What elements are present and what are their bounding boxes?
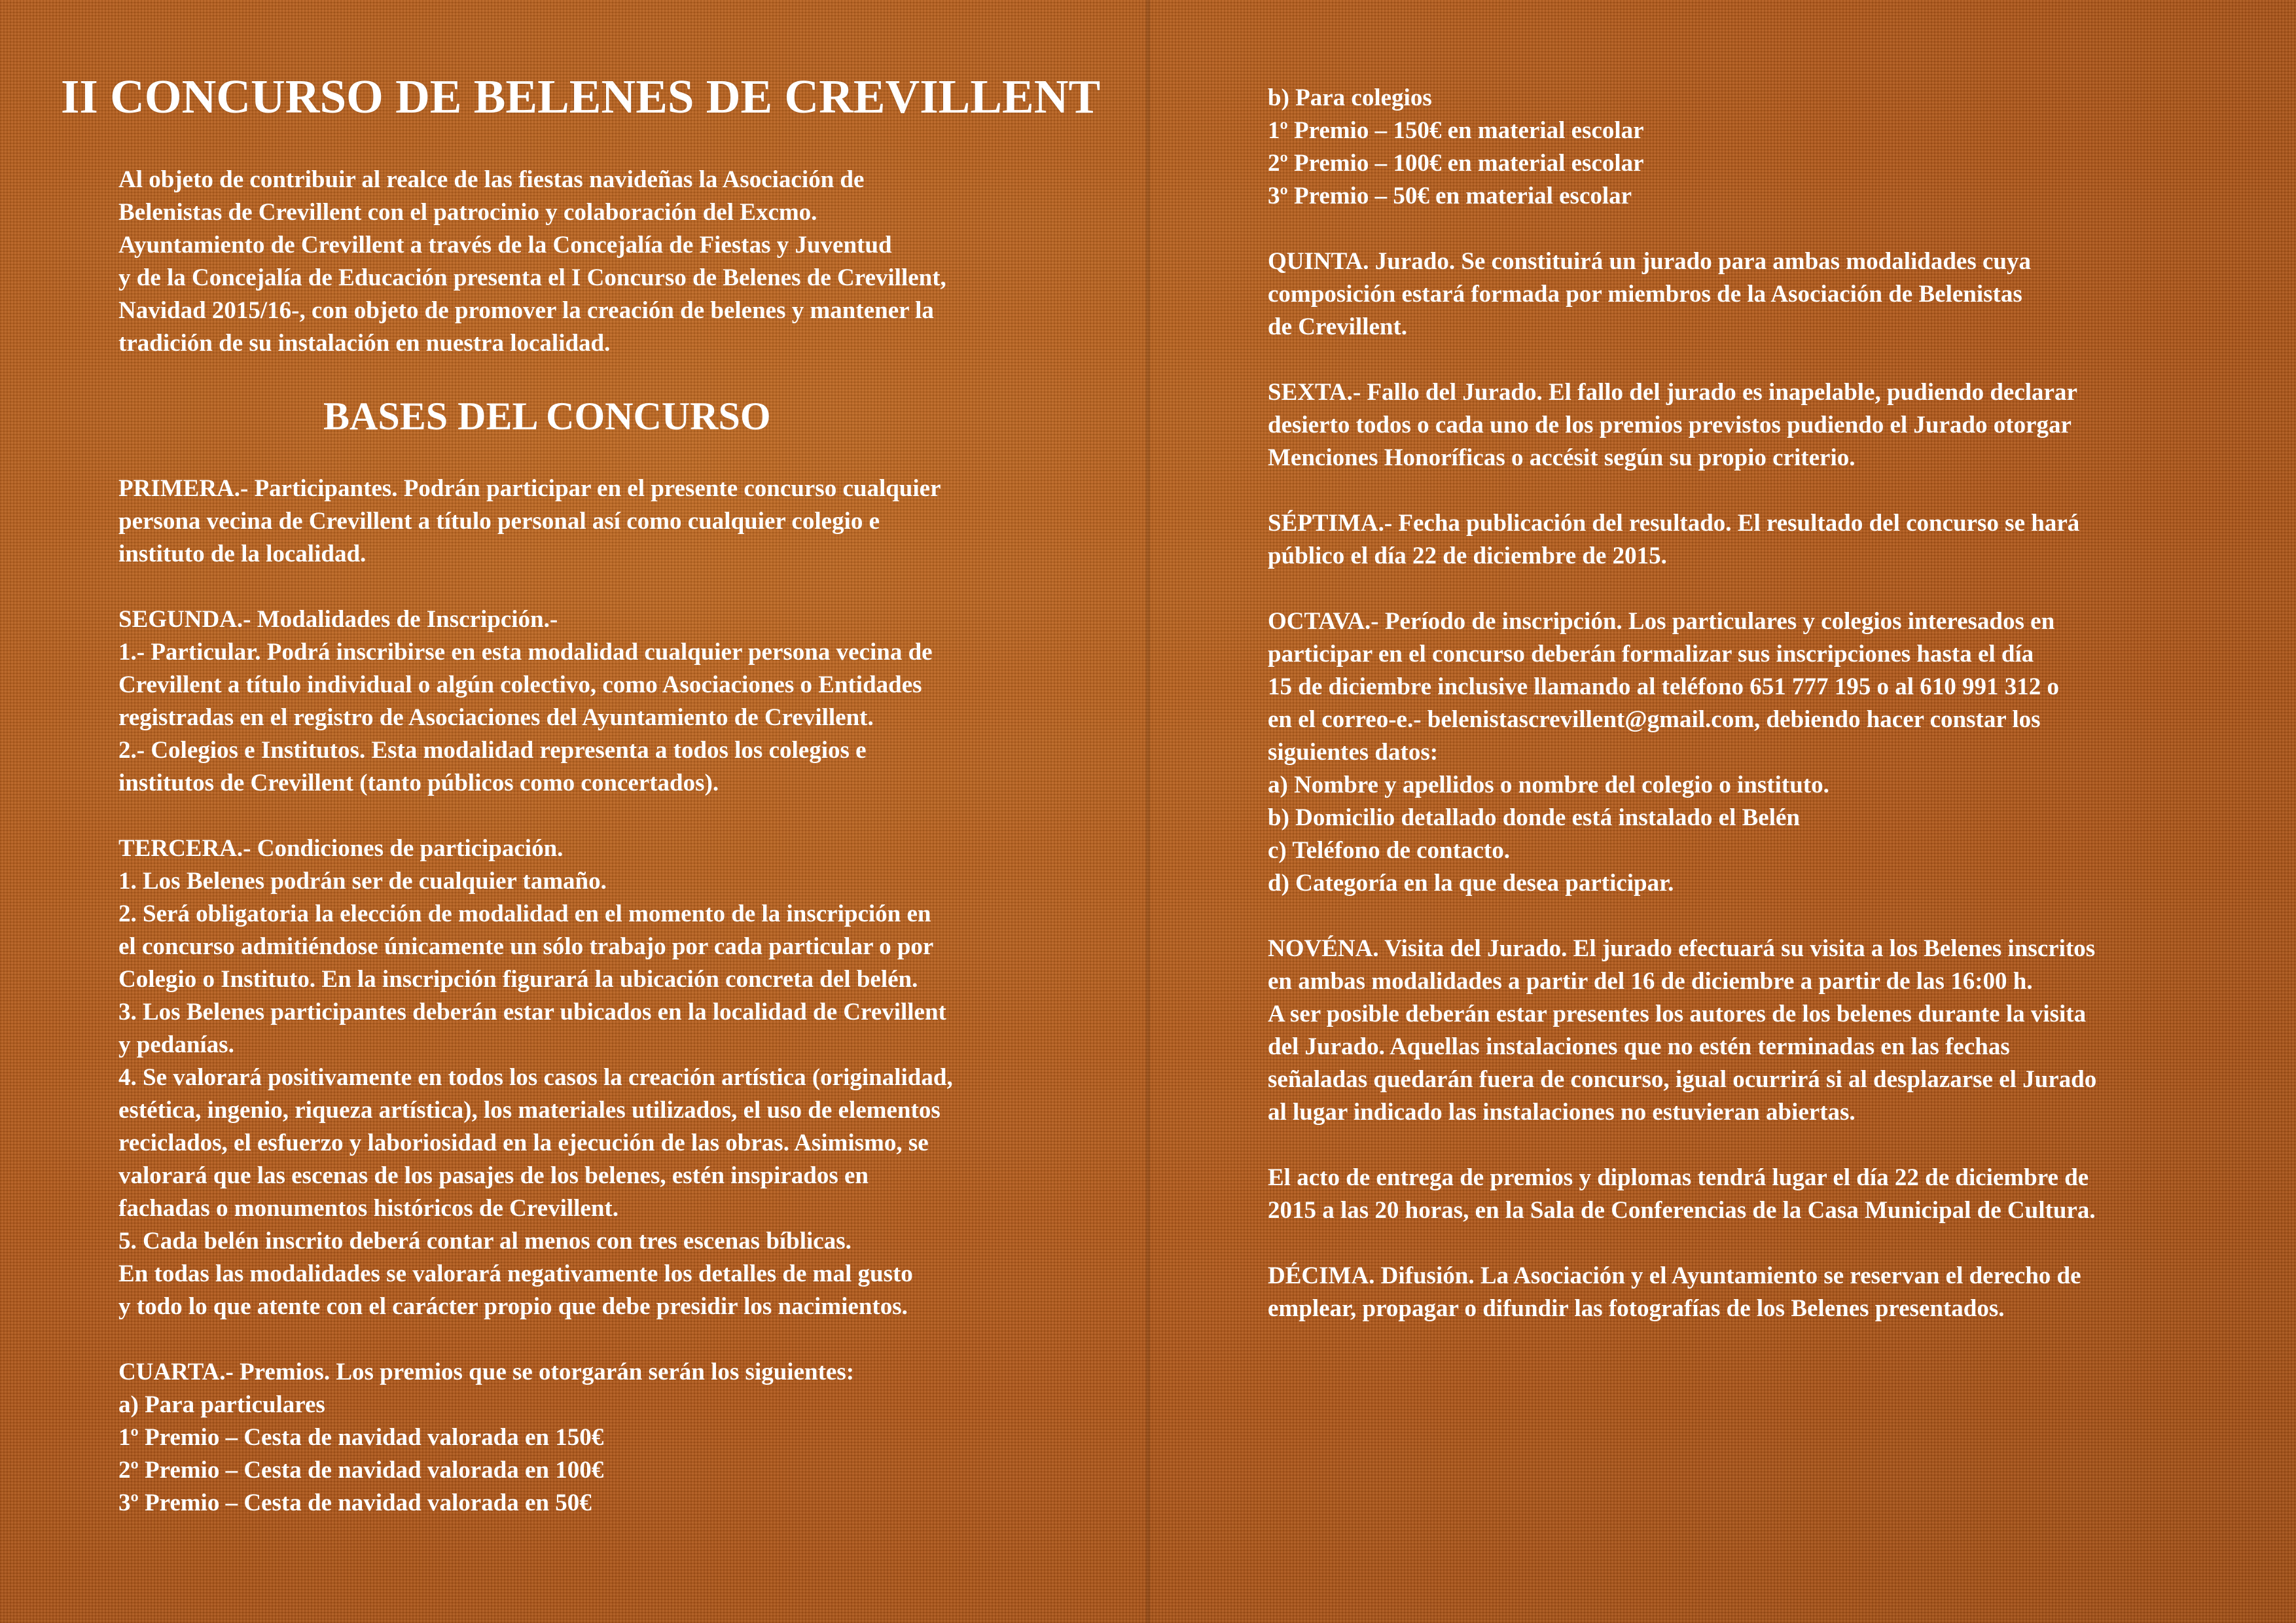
section-segunda	[118, 603, 1100, 800]
section-line: 1º Premio – Cesta de navidad valorada en 150€	[118, 1424, 604, 1451]
section-line: Crevillent a título individual o algún colectivo, como Asociaciones o Entidades	[118, 671, 922, 698]
section-line: d) Categoría en la que desea participar.	[1268, 870, 1674, 897]
intro-line: Al objeto de contribuir al realce de las fiestas navideñas la Asociación de	[118, 166, 865, 193]
section-septima	[1268, 507, 2263, 573]
section-line: fachadas o monumentos históricos de Crevillent.	[118, 1195, 619, 1222]
section-line: Colegio o Instituto. En la inscripción figurará la ubicación concreta del belén.	[118, 966, 918, 993]
section-line: registradas en el registro de Asociaciones del Ayuntamiento de Crevillent.	[118, 704, 874, 731]
section-line: a) Nombre y apellidos o nombre del colegio o instituto.	[1268, 772, 1829, 798]
section-line: de Crevillent.	[1268, 313, 1408, 340]
section-cuarta	[118, 1356, 1100, 1520]
section-line: persona vecina de Crevillent a título personal así como cualquier colegio e	[118, 508, 880, 535]
section-line: institutos de Crevillent (tanto públicos como concertados).	[118, 770, 719, 796]
section-colegios	[1268, 82, 2263, 213]
section-line: el concurso admitiéndose únicamente un sólo trabajo por cada particular o por	[118, 933, 934, 960]
section-line: A ser posible deberán estar presentes los autores de los belenes durante la visita	[1268, 1001, 2087, 1027]
section-line: estética, ingenio, riqueza artística), los materiales utilizados, el uso de elementos	[118, 1097, 941, 1124]
section-entrega	[1268, 1162, 2263, 1227]
intro-line: Ayuntamiento de Crevillent a través de la Concejalía de Fiestas y Juventud	[118, 232, 892, 259]
section-line: 1º Premio – 150€ en material escolar	[1268, 117, 1644, 144]
section-line: y todo lo que atente con el carácter propio que debe presidir los nacimientos.	[118, 1293, 908, 1320]
section-tercera	[118, 832, 1100, 1323]
section-line: en el correo-e.- belenistascrevillent@gmail.com, debiendo hacer constar los	[1268, 706, 2041, 733]
section-line: 2. Será obligatoria la elección de modalidad en el momento de la inscripción en	[118, 901, 931, 927]
section-line: emplear, propagar o difundir las fotografías de los Belenes presentados.	[1268, 1295, 2005, 1322]
section-line: b) Domicilio detallado donde está instalado el Belén	[1268, 804, 1801, 831]
section-line: DÉCIMA. Difusión. La Asociación y el Ayuntamiento se reservan el derecho de	[1268, 1262, 2081, 1289]
section-line: QUINTA. Jurado. Se constituirá un jurado para ambas modalidades cuya	[1268, 248, 2031, 275]
section-line: NOVÉNA. Visita del Jurado. El jurado efectuará su visita a los Belenes inscritos	[1268, 935, 2096, 962]
section-line: TERCERA.- Condiciones de participación.	[118, 835, 564, 862]
intro-line: Navidad 2015/16-, con objeto de promover la creación de belenes y mantener la	[118, 297, 934, 324]
document-title: II CONCURSO DE BELENES DE CREVILLENT	[61, 70, 1101, 123]
section-line: c) Teléfono de contacto.	[1268, 837, 1510, 864]
section-line: 1. Los Belenes podrán ser de cualquier tamaño.	[118, 868, 607, 895]
section-line: 2.- Colegios e Institutos. Esta modalidad representa a todos los colegios e	[118, 737, 867, 764]
section-line: a) Para particulares	[118, 1391, 325, 1418]
section-line: 5. Cada belén inscrito deberá contar al menos con tres escenas bíblicas.	[118, 1228, 852, 1255]
bases-heading: BASES DEL CONCURSO	[323, 395, 771, 438]
section-sexta	[1268, 376, 2263, 474]
section-primera	[118, 473, 1100, 571]
section-octava	[1268, 605, 2263, 900]
intro-line: y de la Concejalía de Educación presenta el I Concurso de Belenes de Crevillent,	[118, 264, 946, 291]
section-line: SEXTA.- Fallo del Jurado. El fallo del jurado es inapelable, pudiendo declarar	[1268, 379, 2077, 406]
section-line: OCTAVA.- Período de inscripción. Los particulares y colegios interesados en	[1268, 608, 2055, 635]
section-line: 15 de diciembre inclusive llamando al teléfono 651 777 195 o al 610 991 312 o	[1268, 673, 2059, 700]
right-sections	[1268, 82, 2263, 1325]
section-line: SÉPTIMA.- Fecha publicación del resultado. El resultado del concurso se hará	[1268, 510, 2080, 537]
section-line: 2015 a las 20 horas, en la Sala de Conferencias de la Casa Municipal de Cultura.	[1268, 1197, 2096, 1224]
left-sections	[118, 473, 1100, 1520]
section-line: 2º Premio – 100€ en material escolar	[1268, 150, 1644, 177]
section-novena	[1268, 933, 2263, 1129]
section-line: 3º Premio – 50€ en material escolar	[1268, 183, 1632, 209]
section-line: instituto de la localidad.	[118, 541, 367, 567]
right-page	[1148, 0, 2296, 1623]
section-decima	[1268, 1260, 2263, 1325]
section-line: En todas las modalidades se valorará negativamente los detalles de mal gusto	[118, 1260, 913, 1287]
intro-paragraph	[118, 164, 1100, 360]
section-line: siguientes datos:	[1268, 739, 1439, 766]
section-line: valorará que las escenas de los pasajes de los belenes, estén inspirados en	[118, 1162, 869, 1189]
section-line: desierto todos o cada uno de los premios previstos pudiendo el Jurado otorgar	[1268, 412, 2072, 438]
section-line: del Jurado. Aquellas instalaciones que no estén terminadas en las fechas	[1268, 1033, 2010, 1060]
section-line: y pedanías.	[118, 1031, 234, 1058]
section-line: Menciones Honoríficas o accésit según su propio criterio.	[1268, 444, 1856, 471]
section-line: participar en el concurso deberán formalizar sus inscripciones hasta el día	[1268, 641, 2034, 668]
section-line: señaladas quedarán fuera de concurso, igual ocurrirá si al desplazarse el Jurado	[1268, 1066, 2097, 1093]
section-line: 3º Premio – Cesta de navidad valorada en 50€	[118, 1489, 592, 1516]
section-line: reciclados, el esfuerzo y laboriosidad en la ejecución de las obras. Asimismo, se	[118, 1130, 929, 1156]
section-line: 1.- Particular. Podrá inscribirse en esta modalidad cualquier persona vecina de	[118, 639, 933, 666]
section-line: 4. Se valorará positivamente en todos los casos la creación artística (originalidad,	[118, 1064, 953, 1091]
left-column	[118, 164, 1100, 1552]
section-line: b) Para colegios	[1268, 84, 1432, 111]
section-line: al lugar indicado las instalaciones no estuvieran abiertas.	[1268, 1099, 1856, 1126]
section-line: 3. Los Belenes participantes deberán estar ubicados en la localidad de Crevillent	[118, 999, 946, 1026]
intro-line: Belenistas de Crevillent con el patrocinio y colaboración del Excmo.	[118, 199, 817, 226]
intro-line: tradición de su instalación en nuestra localidad.	[118, 330, 611, 357]
section-line: PRIMERA.- Participantes. Podrán participar en el presente concurso cualquier	[118, 475, 941, 502]
section-line: público el día 22 de diciembre de 2015.	[1268, 543, 1667, 569]
section-line: SEGUNDA.- Modalidades de Inscripción.-	[118, 606, 558, 633]
section-quinta	[1268, 245, 2263, 344]
right-column	[1268, 82, 2263, 1358]
section-line: CUARTA.- Premios. Los premios que se otorgarán serán los siguientes:	[118, 1359, 855, 1385]
section-line: en ambas modalidades a partir del 16 de diciembre a partir de las 16:00 h.	[1268, 968, 2033, 995]
section-line: 2º Premio – Cesta de navidad valorada en 100€	[118, 1457, 604, 1484]
section-line: composición estará formada por miembros de la Asociación de Belenistas	[1268, 281, 2022, 308]
section-line: El acto de entrega de premios y diplomas tendrá lugar el día 22 de diciembre de	[1268, 1164, 2089, 1191]
